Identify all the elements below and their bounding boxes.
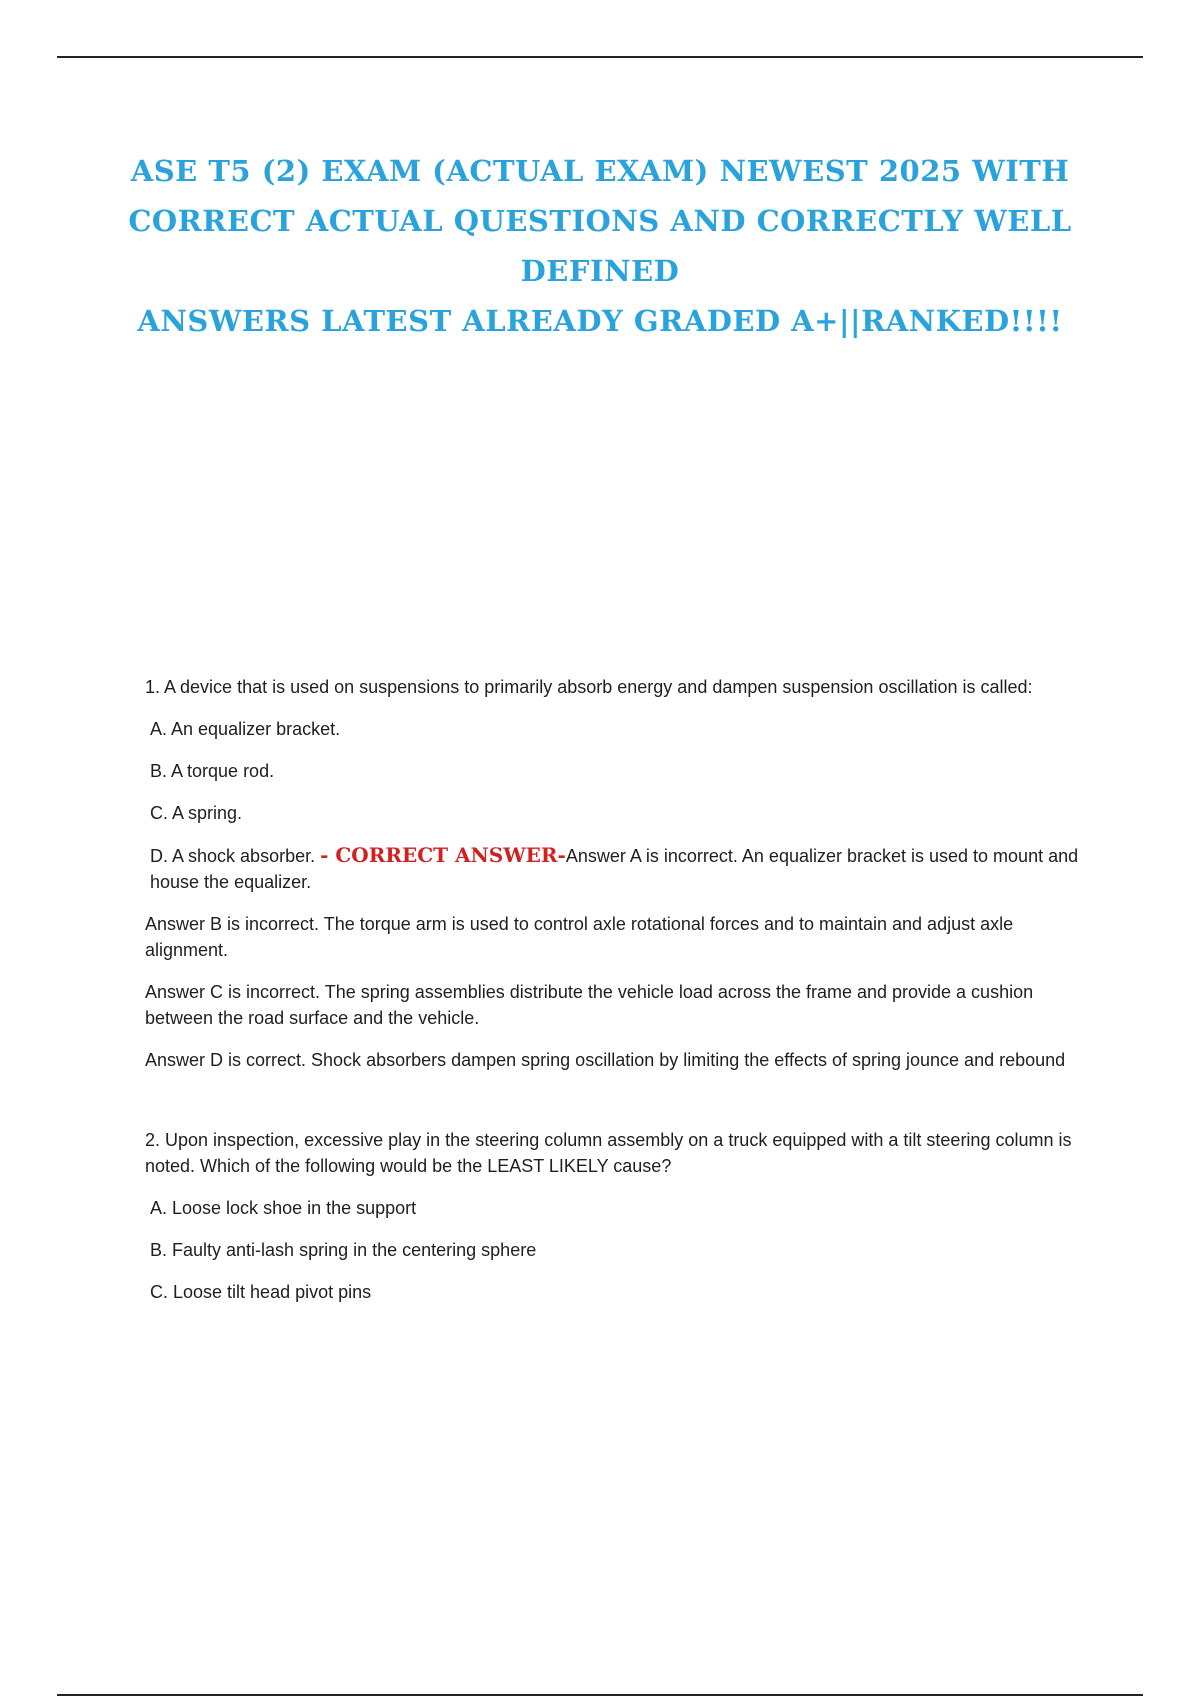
document-title — [100, 146, 1100, 346]
question-1-option-a: A. An equalizer bracket. — [150, 719, 341, 739]
exam-content — [145, 674, 1085, 1321]
title-line-2: CORRECT ACTUAL QUESTIONS AND CORRECTLY WELL DEFINED — [128, 204, 1072, 288]
question-1-option-d: D. A shock absorber. — [150, 846, 316, 866]
question-2-option-b: B. Faulty anti-lash spring in the centering sphere — [150, 1240, 537, 1260]
question-1-text: 1. A device that is used on suspensions to primarily absorb energy and dampen suspension oscillation is called: — [145, 677, 1033, 697]
question-1-option-b: B. A torque rod. — [150, 761, 275, 781]
answer-b-explanation: Answer B is incorrect. The torque arm is used to control axle rotational forces and to maintain and adjust axle alignment. — [145, 914, 1014, 960]
question-2-option-c: C. Loose tilt head pivot pins — [150, 1282, 372, 1302]
question-2 — [145, 1127, 1085, 1305]
question-1-option-d-with-answer — [150, 842, 1085, 895]
question-2-option-a: A. Loose lock shoe in the support — [150, 1198, 417, 1218]
title-line-3: ANSWERS LATEST ALREADY GRADED A+||RANKED!!!! — [137, 304, 1063, 338]
question-2-text: 2. Upon inspection, excessive play in the steering column assembly on a truck equipped with a tilt steering column is noted. Which of the following would be the LEAST LIKELY cause? — [145, 1130, 1072, 1176]
question-1 — [145, 674, 1085, 1073]
title-line-1: ASE T5 (2) EXAM (ACTUAL EXAM) NEWEST 2025 WITH — [130, 154, 1070, 188]
top-rule — [57, 56, 1143, 58]
correct-answer-tag: - CORRECT ANSWER- — [320, 843, 566, 867]
answer-d-explanation: Answer D is correct. Shock absorbers dampen spring oscillation by limiting the effects of spring jounce and rebound — [145, 1050, 1066, 1070]
question-1-option-c: C. A spring. — [150, 803, 243, 823]
answer-a-explanation: Answer A is incorrect. An equalizer bracket is used to mount and house the equalizer. — [150, 846, 1079, 892]
answer-c-explanation: Answer C is incorrect. The spring assemblies distribute the vehicle load across the frame and provide a cushion between the road surface and the vehicle. — [145, 982, 1034, 1028]
bottom-rule — [57, 1694, 1143, 1696]
question-spacer — [145, 1089, 1085, 1127]
